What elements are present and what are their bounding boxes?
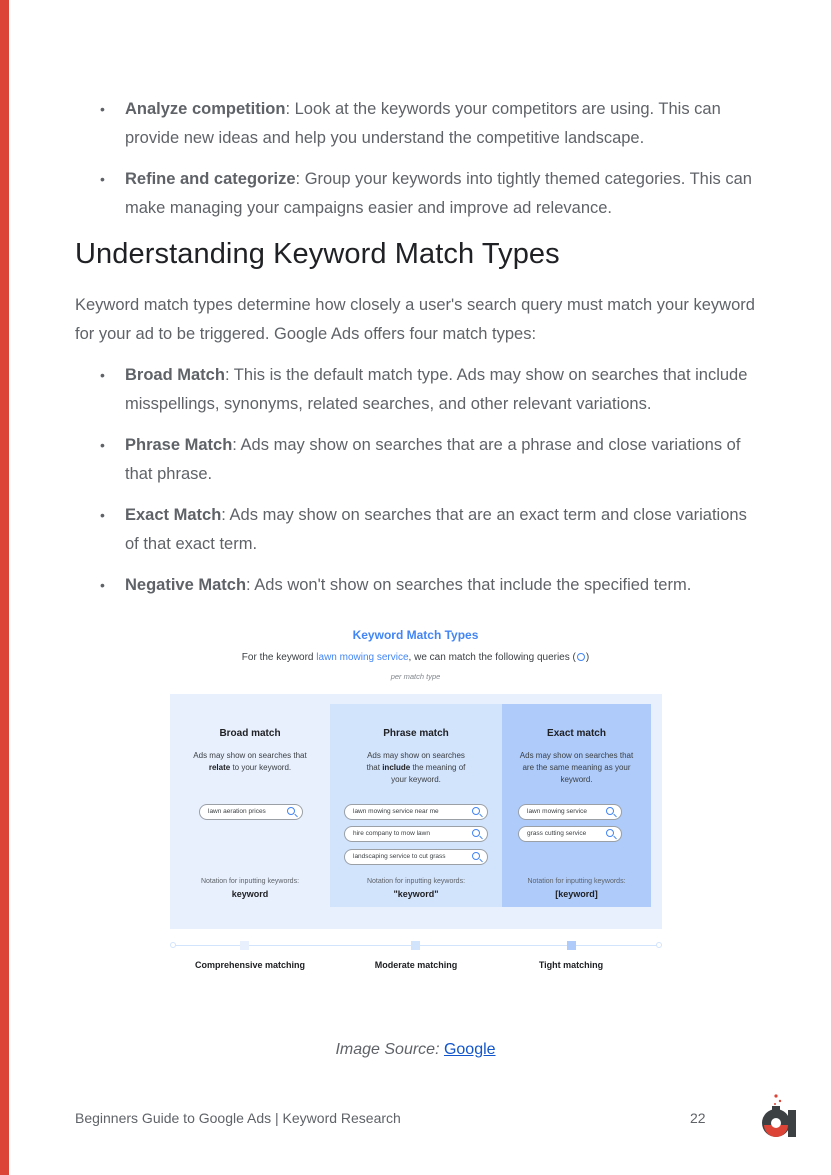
bullet-list-match-types [100, 361, 760, 612]
query-pill: hire company to mow lawn [344, 826, 488, 842]
column-title: Broad match [219, 728, 281, 739]
bullet-list-research-tips [100, 95, 760, 235]
list-item: • Negative Match: Ads won't show on searches that include the specified term. [100, 571, 760, 600]
scale-label-moderate: Moderate matching [374, 960, 458, 970]
search-icon [472, 852, 480, 860]
notation: "keyword" [393, 889, 439, 899]
search-icon [472, 829, 480, 837]
query-pill: grass cutting service [518, 826, 622, 842]
column-description: Ads may show on searches that include the meaning of your keyword. [366, 751, 466, 784]
footer-title: Beginners Guide to Google Ads | Keyword Research [75, 1110, 401, 1126]
query-pill: landscaping service to cut grass [344, 849, 488, 865]
section-heading: Understanding Keyword Match Types [75, 238, 560, 270]
list-item: • Broad Match: This is the default match type. Ads may show on searches that include misspellings, synonyms, related searches, and other relevant variations. [100, 361, 760, 419]
page-number: 22 [690, 1110, 706, 1126]
column-description: Ads may show on searches that are the same meaning as your keyword. [519, 751, 634, 784]
list-item: • Analyze competition: Look at the keywords your competitors are using. This can provide new ideas and help you understand the competitive landscape. [100, 95, 760, 153]
scale-marker-tight [567, 941, 576, 950]
scale-end-dot [170, 942, 176, 948]
list-item: • Exact Match: Ads may show on searches that are an exact term and close variations of that exact term. [100, 501, 760, 559]
search-icon [606, 829, 614, 837]
notation-label: Notation for inputting keywords: [200, 878, 300, 885]
section-intro: Keyword match types determine how closely a user's search query must match your keyword for your ad to be triggered. Google Ads offers four match types: [75, 296, 755, 343]
image-source-link[interactable]: Google [443, 1041, 496, 1058]
search-icon [577, 653, 585, 661]
column-title: Phrase match [383, 728, 449, 739]
list-item: • Refine and categorize: Group your keywords into tightly themed categories. This can make managing your campaigns easier and improve ad relevance. [100, 165, 760, 223]
column-description: Ads may show on searches that relate to your keyword. [193, 751, 307, 772]
notation-label: Notation for inputting keywords: [527, 878, 626, 885]
scale-label-tight: Tight matching [538, 960, 604, 970]
figure-note: per match type [390, 672, 441, 681]
image-source-caption: Image Source: Google [335, 1041, 496, 1058]
notation-label: Notation for inputting keywords: [366, 878, 466, 885]
notation: keyword [231, 889, 269, 899]
query-pill: lawn mowing service near me [344, 804, 488, 820]
query-pill: lawn mowing service [518, 804, 622, 820]
scale-marker-moderate [411, 941, 420, 950]
scale-marker-comprehensive [240, 941, 249, 950]
column-title: Exact match [547, 728, 606, 739]
search-icon [287, 807, 295, 815]
accent-bar [0, 0, 9, 1175]
broad-match-column [170, 704, 330, 907]
phrase-match-column [330, 704, 502, 907]
figure-title: Keyword Match Types [352, 628, 479, 642]
flask-letter-a-logo [758, 1092, 798, 1138]
list-item: • Phrase Match: Ads may show on searches that are a phrase and close variations of that phrase. [100, 431, 760, 489]
scale-end-dot [656, 942, 662, 948]
match-types-panel [170, 694, 662, 929]
figure-subtitle: For the keyword lawn mowing service, we can match the following queries ( ) [241, 652, 590, 663]
query-pill: lawn aeration prices [199, 804, 303, 820]
exact-match-column [502, 704, 651, 907]
notation: [keyword] [555, 889, 598, 899]
search-icon [606, 807, 614, 815]
scale-label-comprehensive: Comprehensive matching [194, 960, 306, 970]
search-icon [472, 807, 480, 815]
